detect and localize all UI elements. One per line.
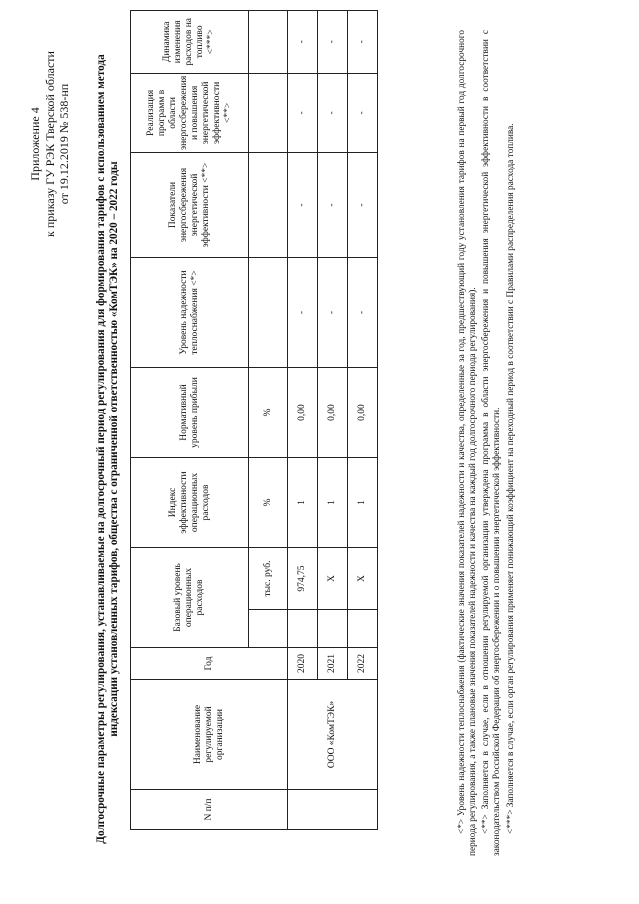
parameters-table: [130, 10, 378, 830]
row-index: 1: [348, 458, 378, 548]
appendix-order-ref: к приказу ГУ РЭК Тверской области: [42, 51, 57, 237]
row-index: 1: [288, 458, 318, 548]
unit-profit: %: [249, 368, 288, 458]
header-org: Наименование регулируемой организации: [131, 680, 288, 790]
row-fuel: -: [318, 10, 348, 73]
row-energy: -: [318, 153, 348, 258]
row-fuel: -: [348, 10, 378, 73]
footnote-fuel: <***> Заполняется в случае, если орган регулирования применяет понижающий коэффициент на переходный период в соответствии с Правилами распределения расхода топлива.: [505, 123, 516, 834]
unit-base-empty: [249, 610, 288, 648]
table-row: [288, 10, 318, 829]
row-program: -: [318, 73, 348, 152]
document-title: Долгосрочные параметры регулирования, устанавливаемые на долгосрочный период регулирования для формирования тарифов с использованием метода индексации установленных тарифов, общества с ограниченной ответственностью «КомТЭК» на 2020 – 2022 годы: [95, 54, 120, 844]
row-reliability: -: [318, 258, 348, 368]
row-year: 2021: [318, 648, 348, 680]
row-org-name: ООО «КомТЭК»: [288, 680, 378, 790]
footnote-energy-program: <**> Заполняется в случае, если в отношении регулируемой организации утверждена программа в области энергосбережения и повышения энергетической эффективности в соответствии с законодательством Российской Федерации об энергосбережении и о повышении энергетической эффективности.: [480, 30, 503, 856]
header-index: Индекс эффективности операционных расходов: [131, 458, 249, 548]
row-index: 1: [318, 458, 348, 548]
footnote-reliability: <*> Уровень надежности теплоснабжения (фактические значения показателей надежности и качества, определенные за год, предшествующий году установления тарифов на первый год долгосрочного периода регулирования, а также плановые значения показателей надежности и качества на каждый год долгосрочного периода регулирования).: [457, 30, 479, 856]
unit-energy: [249, 153, 288, 258]
row-base: Х: [318, 548, 348, 610]
header-reliability: Уровень надежности теплоснабжения <*>: [131, 258, 249, 368]
row-num: [288, 790, 378, 830]
row-profit: 0,00: [288, 368, 318, 458]
appendix-number: Приложение 4: [28, 107, 42, 181]
row-base-empty: [348, 610, 378, 648]
row-energy: -: [348, 153, 378, 258]
unit-fuel: [249, 10, 288, 73]
unit-base: тыс. руб.: [249, 548, 288, 610]
header-base: Базовый уровень операционных расходов: [131, 548, 249, 648]
row-fuel: -: [288, 10, 318, 73]
appendix-order-date: от 19.12.2019 № 538-нп: [57, 83, 71, 205]
row-reliability: -: [288, 258, 318, 368]
header-year: Год: [131, 648, 288, 680]
row-profit: 0,00: [348, 368, 378, 458]
appendix-header: [28, 29, 72, 259]
row-base: 974,75: [288, 548, 318, 610]
header-fuel: Динамика изменения расходов на топливо <***>: [131, 10, 249, 73]
row-program: -: [288, 73, 318, 152]
row-base: Х: [348, 548, 378, 610]
unit-index: %: [249, 458, 288, 548]
header-program: Реализация программ в области энергосбережения и повышения энергетической эффективности <**>: [131, 73, 249, 152]
row-program: -: [348, 73, 378, 152]
header-num: N п/п: [131, 790, 288, 830]
unit-reliability: [249, 258, 288, 368]
row-energy: -: [288, 153, 318, 258]
row-year: 2022: [348, 648, 378, 680]
row-reliability: -: [348, 258, 378, 368]
header-profit: Нормативный уровень прибыли: [131, 368, 249, 458]
row-base-empty: [318, 610, 348, 648]
header-energy: Показатели энергосбережения энергетической эффективности <**>: [131, 153, 249, 258]
header-row: [131, 10, 249, 829]
row-base-empty: [288, 610, 318, 648]
footnotes: [457, 30, 518, 856]
row-profit: 0,00: [318, 368, 348, 458]
row-year: 2020: [288, 648, 318, 680]
unit-program: [249, 73, 288, 152]
